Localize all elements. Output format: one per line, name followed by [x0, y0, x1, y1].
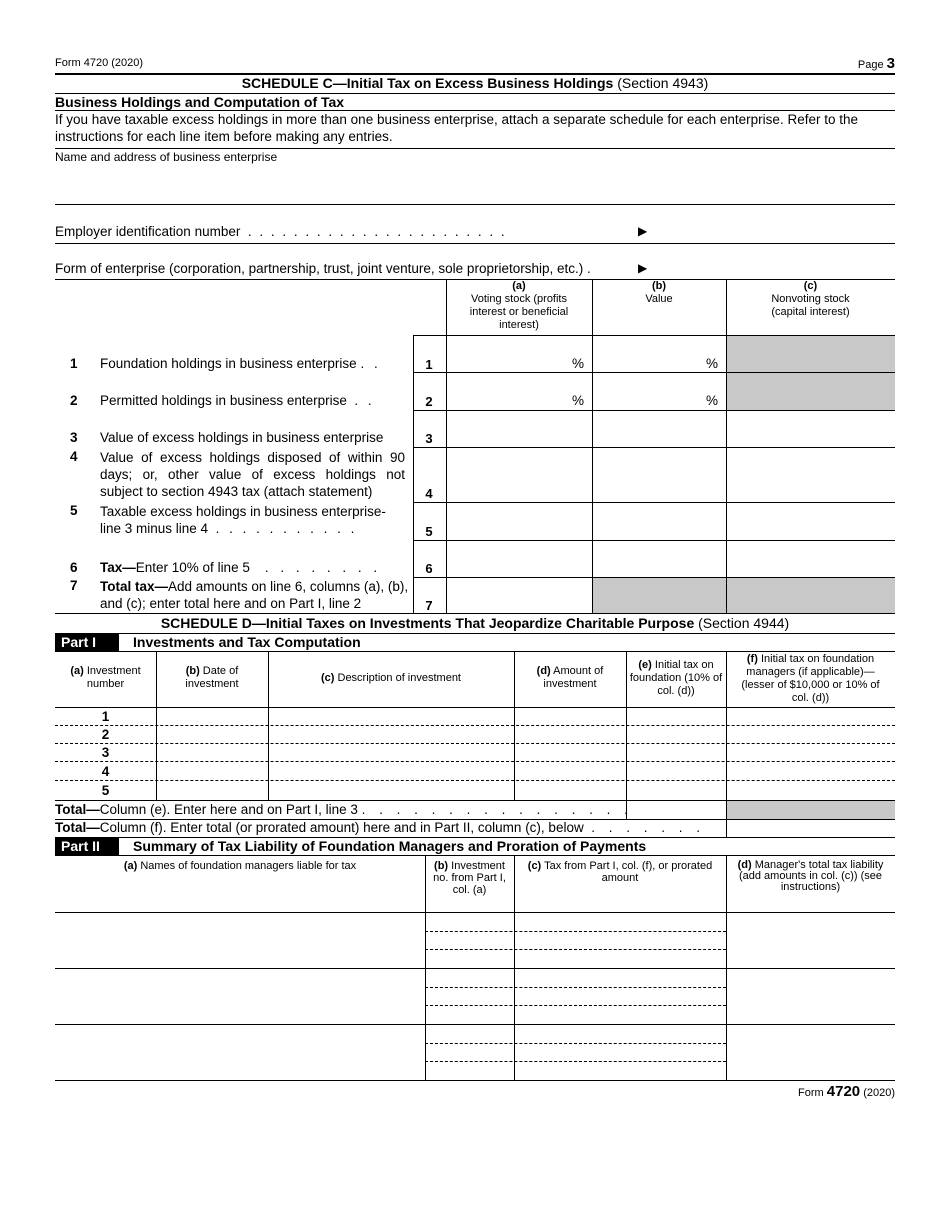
- line-5-col-a-input[interactable]: [448, 504, 590, 538]
- line-1-number: 1: [70, 356, 78, 371]
- d-col-c-header: (c) Description of investment: [320, 672, 461, 684]
- table-row: 1: [101, 709, 110, 724]
- percent-sign: %: [706, 356, 719, 371]
- line-5-box-number: 5: [425, 524, 433, 539]
- line-7-number: 7: [70, 578, 78, 593]
- page-number: Page 3: [857, 55, 895, 72]
- line-7-label: Total tax—Add amounts on line 6, columns (a), (b), and (c); enter total here and on Part I, line 2: [100, 579, 409, 611]
- p2-col-c-header: (c) Tax from Part I, col. (f), or prorated amount: [527, 860, 713, 884]
- ein-label: Employer identification number . . . . . . . . . . . . . . . . . . . . . . .: [55, 224, 507, 239]
- line-6-col-c-input[interactable]: [728, 542, 894, 576]
- business-name-label: Name and address of business enterprise: [55, 150, 278, 164]
- d-col-b-header: (b) Date of investment: [185, 665, 239, 690]
- line-6-label: Tax—Enter 10% of line 5 . . . . . . . .: [100, 560, 382, 575]
- line-3-number: 3: [70, 430, 78, 445]
- shaded-cell: [727, 373, 895, 410]
- total-col-f-label: Total—Column (f). Enter total (or prorated amount) here and in Part II, column (c), below . . . . . . .: [55, 820, 705, 835]
- enterprise-form-input[interactable]: [655, 258, 895, 278]
- line-2-label: Permitted holdings in business enterprise . .: [100, 393, 375, 408]
- line-2-col-b-input[interactable]: [594, 374, 724, 408]
- part-2-title: Summary of Tax Liability of Foundation Managers and Proration of Payments: [133, 838, 647, 854]
- p2-col-a-header: (a) Names of foundation managers liable for tax: [123, 860, 357, 872]
- line-4-col-a-input[interactable]: [448, 449, 590, 501]
- shaded-cell: [727, 578, 895, 613]
- schedule-d-title: SCHEDULE D—Initial Taxes on Investments That Jeopardize Charitable Purpose (Section 4944): [160, 615, 790, 631]
- line-3-col-a-input[interactable]: [448, 412, 590, 446]
- investment-rows-inputs[interactable]: [157, 708, 895, 800]
- d-col-a-header: (a) Investment number: [70, 665, 141, 690]
- d-col-d-header: (d) Amount of investment: [536, 665, 604, 690]
- line-4-col-c-input[interactable]: [728, 449, 894, 501]
- line-1-box-number: 1: [425, 357, 433, 372]
- line-1-label: Foundation holdings in business enterprise . .: [100, 356, 381, 371]
- part-2-tag: Part II: [55, 838, 119, 855]
- col-c-header: (c) Nonvoting stock (capital interest): [771, 280, 850, 318]
- line-3-col-b-input[interactable]: [594, 412, 724, 446]
- d-col-f-header: (f) Initial tax on foundation managers (if applicable)—(lesser of $10,000 or 10% of col. (d)): [741, 653, 880, 704]
- enterprise-form-arrow-icon: ▶: [638, 261, 648, 275]
- line-4-number: 4: [70, 449, 78, 464]
- part-1-title: Investments and Tax Computation: [133, 634, 361, 650]
- shaded-cell: [727, 801, 895, 819]
- line-5-col-c-input[interactable]: [728, 504, 894, 538]
- line-4-label: Value of excess holdings disposed of within 90 days; or, other value of excess holdings not subject to section 4943 tax (attach statement): [100, 450, 405, 499]
- form-label: Form 4720 (2020): [55, 57, 144, 69]
- ein-arrow-icon: ▶: [638, 224, 648, 238]
- line-4-col-b-input[interactable]: [594, 449, 724, 501]
- line-6-col-b-input[interactable]: [594, 542, 724, 576]
- p2-col-d-header: (d) Manager's total tax liability (add amounts in col. (c)) (see instructions): [737, 859, 884, 893]
- table-row: 4: [101, 764, 110, 779]
- table-row: 3: [101, 745, 110, 760]
- ein-input[interactable]: [655, 220, 895, 242]
- table-row: 2: [101, 727, 110, 742]
- total-col-f-input[interactable]: [727, 820, 895, 836]
- line-5-col-b-input[interactable]: [594, 504, 724, 538]
- col-b-header: (b) Value: [645, 280, 673, 305]
- schedule-c-title: SCHEDULE C—Initial Tax on Excess Business Holdings (Section 4943): [241, 75, 709, 91]
- line-5-label: Taxable excess holdings in business enterprise-line 3 minus line 4 . . . . . . . . . . .: [100, 504, 386, 536]
- line-7-box-number: 7: [425, 598, 433, 613]
- business-name-field[interactable]: [55, 166, 895, 202]
- line-4-box-number: 4: [425, 486, 433, 501]
- line-3-box-number: 3: [425, 431, 433, 446]
- table-row: 5: [101, 783, 110, 798]
- line-1-col-b-input[interactable]: [594, 337, 724, 371]
- schedule-c-intro: If you have taxable excess holdings in more than one business enterprise, attach a separate schedule for each enterprise. Refer to the instructions for each line item before making any entries.: [55, 112, 858, 144]
- total-col-e-input[interactable]: [627, 801, 726, 818]
- line-2-number: 2: [70, 393, 78, 408]
- manager-liability-inputs[interactable]: [55, 913, 895, 1080]
- d-col-e-header: (e) Initial tax on foundation (10% of col. (d)): [629, 659, 723, 697]
- line-2-box-number: 2: [425, 394, 433, 409]
- percent-sign: %: [572, 393, 585, 408]
- p2-col-b-header: (b) Investment no. from Part I, col. (a): [433, 860, 506, 896]
- footer-form-label: Form 4720 (2020): [798, 1083, 895, 1100]
- line-2-col-a-input[interactable]: [448, 374, 590, 408]
- enterprise-form-label: Form of enterprise (corporation, partnership, trust, joint venture, sole proprietorship, etc.) .: [55, 261, 591, 276]
- line-6-col-a-input[interactable]: [448, 542, 590, 576]
- percent-sign: %: [572, 356, 585, 371]
- shaded-cell: [593, 578, 726, 613]
- line-3-label: Value of excess holdings in business enterprise: [100, 430, 384, 445]
- percent-sign: %: [706, 393, 719, 408]
- col-a-header: (a) Voting stock (profits interest or beneficial interest): [469, 280, 569, 331]
- line-3-col-c-input[interactable]: [728, 412, 894, 446]
- line-6-number: 6: [70, 560, 78, 575]
- part-1-tag: Part I: [55, 634, 119, 651]
- line-6-box-number: 6: [425, 561, 433, 576]
- line-5-number: 5: [70, 503, 78, 518]
- line-7-col-a-input[interactable]: [448, 579, 590, 612]
- shaded-cell: [727, 336, 895, 372]
- line-1-col-a-input[interactable]: [448, 337, 590, 371]
- schedule-c-subtitle: Business Holdings and Computation of Tax: [55, 94, 345, 110]
- total-col-e-label: Total—Column (e). Enter here and on Part I, line 3 . . . . . . . . . . . . . . . .: [55, 802, 633, 817]
